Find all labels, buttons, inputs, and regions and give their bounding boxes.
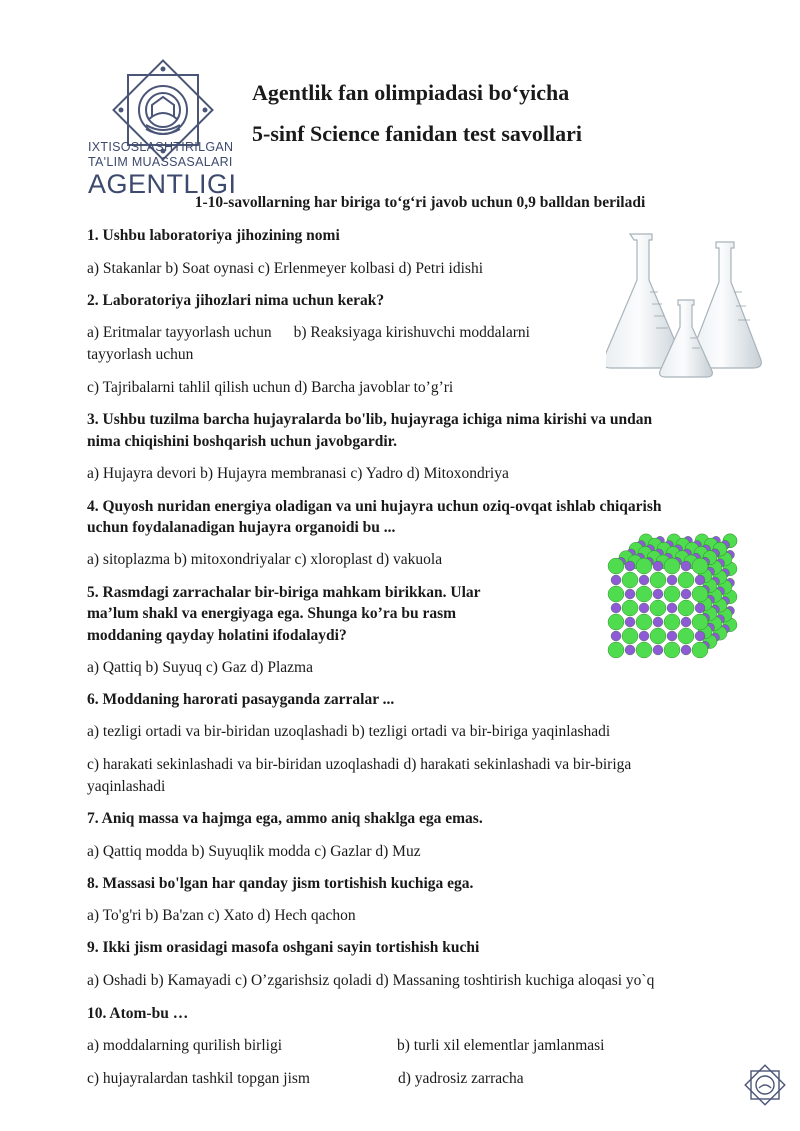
- atom-small: [653, 589, 663, 599]
- atom-small: [667, 575, 677, 585]
- question-9: 9. Ikki jism orasidagi masofa oshgani sayin tortishish kuchi: [87, 939, 480, 956]
- atom-small: [611, 603, 621, 613]
- answers-2-line-1: [87, 322, 530, 344]
- page-title-line-2: 5-sinf Science fanidan test savollari: [252, 121, 582, 146]
- question-10: 10. Atom-bu …: [87, 1005, 189, 1022]
- atom-large: [636, 642, 652, 658]
- logo-text: [88, 140, 248, 198]
- answers-7: a) Qattiq modda b) Suyuqlik modda c) Gazlar d) Muz: [87, 843, 421, 860]
- atom-large: [636, 558, 652, 574]
- logo-line-2: TA'LIM MUASSASALARI: [88, 155, 233, 169]
- question-6: 6. Moddaning harorati pasayganda zarralar ...: [87, 691, 395, 708]
- answers-4: a) sitoplazma b) mitoxondriyalar c) xloroplast d) vakuola: [87, 551, 443, 568]
- erlenmeyer-flasks-image: [606, 230, 778, 382]
- atom-small: [639, 603, 649, 613]
- atom-large: [692, 586, 708, 602]
- atom-small: [681, 645, 691, 655]
- atom-large: [622, 628, 638, 644]
- atom-large: [678, 600, 694, 616]
- atom-small: [611, 575, 621, 585]
- atom-large: [636, 586, 652, 602]
- answers-1: a) Stakanlar b) Soat oynasi c) Erlenmeyer kolbasi d) Petri idishi: [87, 260, 484, 277]
- atom-large: [692, 642, 708, 658]
- atom-small: [695, 575, 705, 585]
- question-5-line-1: 5. Rasmdagi zarrachalar bir-biriga mahkam birikkan. Ular: [87, 584, 481, 601]
- answer-10a: a) moddalarning qurilish birligi: [87, 1037, 283, 1054]
- answers-5: a) Qattiq b) Suyuq c) Gaz d) Plazma: [87, 659, 313, 676]
- atom-small: [653, 561, 663, 571]
- question-5-line-2: ma’lum shakl va energiyaga ega. Shunga ko’ra bu rasm: [87, 605, 457, 622]
- question-4-line-1: 4. Quyosh nuridan energiya oladigan va uni hujayra uchun oziq-ovqat ishlab chiqarish: [87, 498, 662, 515]
- logo-line-3: AGENTLIGI: [88, 169, 237, 199]
- atom-small: [695, 631, 705, 641]
- answer-10c: c) hujayralardan tashkil topgan jism: [87, 1070, 310, 1087]
- atom-large: [650, 600, 666, 616]
- answers-8: a) To'g'ri b) Ba'zan c) Xato d) Hech qachon: [87, 907, 356, 924]
- answers-2-line-3: c) Tajribalarni tahlil qilish uchun d) Barcha javoblar to’g’ri: [87, 379, 454, 396]
- atom-small: [667, 631, 677, 641]
- question-1: 1. Ushbu laboratoriya jihozining nomi: [87, 227, 340, 244]
- question-3-line-2: nima chiqishini boshqarish uchun javobgardir.: [87, 433, 397, 450]
- atom-large: [608, 642, 624, 658]
- answers-6-line-3: yaqinlashadi: [87, 778, 166, 795]
- atom-small: [625, 561, 635, 571]
- atom-large: [608, 614, 624, 630]
- answer-10d: d) yadrosiz zarracha: [398, 1070, 524, 1087]
- atom-small: [639, 631, 649, 641]
- answer-2b: b) Reaksiyaga kirishuvchi moddalarni: [293, 324, 530, 341]
- crystal-lattice-image: [600, 522, 750, 664]
- question-7: 7. Aniq massa va hajmga ega, ammo aniq shaklga ega emas.: [87, 810, 483, 827]
- atom-large: [622, 572, 638, 588]
- corner-logo-icon: [742, 1060, 788, 1110]
- atom-large: [678, 628, 694, 644]
- atom-large: [608, 558, 624, 574]
- atom-large: [622, 600, 638, 616]
- page-title-line-1: Agentlik fan olimpiadasi bo‘yicha: [252, 80, 570, 105]
- answers-9: a) Oshadi b) Kamayadi c) O’zgarishsiz qoladi d) Massaning toshtirish kuchiga aloqasi yo`q: [87, 972, 655, 989]
- answers-6-line-2: c) harakati sekinlashadi va bir-biridan uzoqlashadi d) harakati sekinlashadi va bir-biriga: [87, 756, 632, 773]
- answers-2-line-2: tayyorlash uchun: [87, 346, 194, 363]
- atom-large: [678, 572, 694, 588]
- question-5-line-3: moddaning qayday holatini ifodalaydi?: [87, 627, 347, 644]
- answer-2a: a) Eritmalar tayyorlash uchun: [87, 324, 272, 341]
- answers-3: a) Hujayra devori b) Hujayra membranasi c) Yadro d) Mitoxondriya: [87, 465, 509, 482]
- atom-small: [639, 575, 649, 585]
- answer-10b: b) turli xil elementlar jamlanmasi: [397, 1037, 605, 1054]
- atom-large: [636, 614, 652, 630]
- atom-large: [692, 558, 708, 574]
- logo-line-1: IXTISOSLASHTIRILGAN: [88, 140, 234, 154]
- atom-small: [667, 603, 677, 613]
- scoring-note: 1-10-savollarning har biriga to‘g‘ri javob uchun 0,9 balldan beriladi: [194, 194, 646, 211]
- question-3-line-1: 3. Ushbu tuzilma barcha hujayralarda bo'lib, hujayraga ichiga nima kirishi va undan: [87, 411, 653, 428]
- atom-small: [681, 589, 691, 599]
- atom-large: [664, 614, 680, 630]
- atom-small: [611, 631, 621, 641]
- atom-small: [681, 561, 691, 571]
- atom-small: [625, 589, 635, 599]
- question-4-line-2: uchun foydalanadigan hujayra organoidi bu ...: [87, 519, 396, 536]
- question-8: 8. Massasi bo'lgan har qanday jism tortishish kuchiga ega.: [87, 875, 474, 892]
- atom-large: [608, 586, 624, 602]
- atom-small: [653, 617, 663, 627]
- atom-large: [692, 614, 708, 630]
- atom-large: [664, 586, 680, 602]
- atom-small: [625, 645, 635, 655]
- answers-6-line-1: a) tezligi ortadi va bir-biridan uzoqlashadi b) tezligi ortadi va bir-biriga yaqinlashadi: [87, 723, 611, 740]
- atom-small: [653, 645, 663, 655]
- atom-small: [695, 603, 705, 613]
- atom-large: [650, 572, 666, 588]
- atom-small: [625, 617, 635, 627]
- atom-large: [664, 558, 680, 574]
- atom-large: [664, 642, 680, 658]
- atom-small: [681, 617, 691, 627]
- atom-large: [650, 628, 666, 644]
- question-2: 2. Laboratoriya jihozlari nima uchun kerak?: [87, 292, 385, 309]
